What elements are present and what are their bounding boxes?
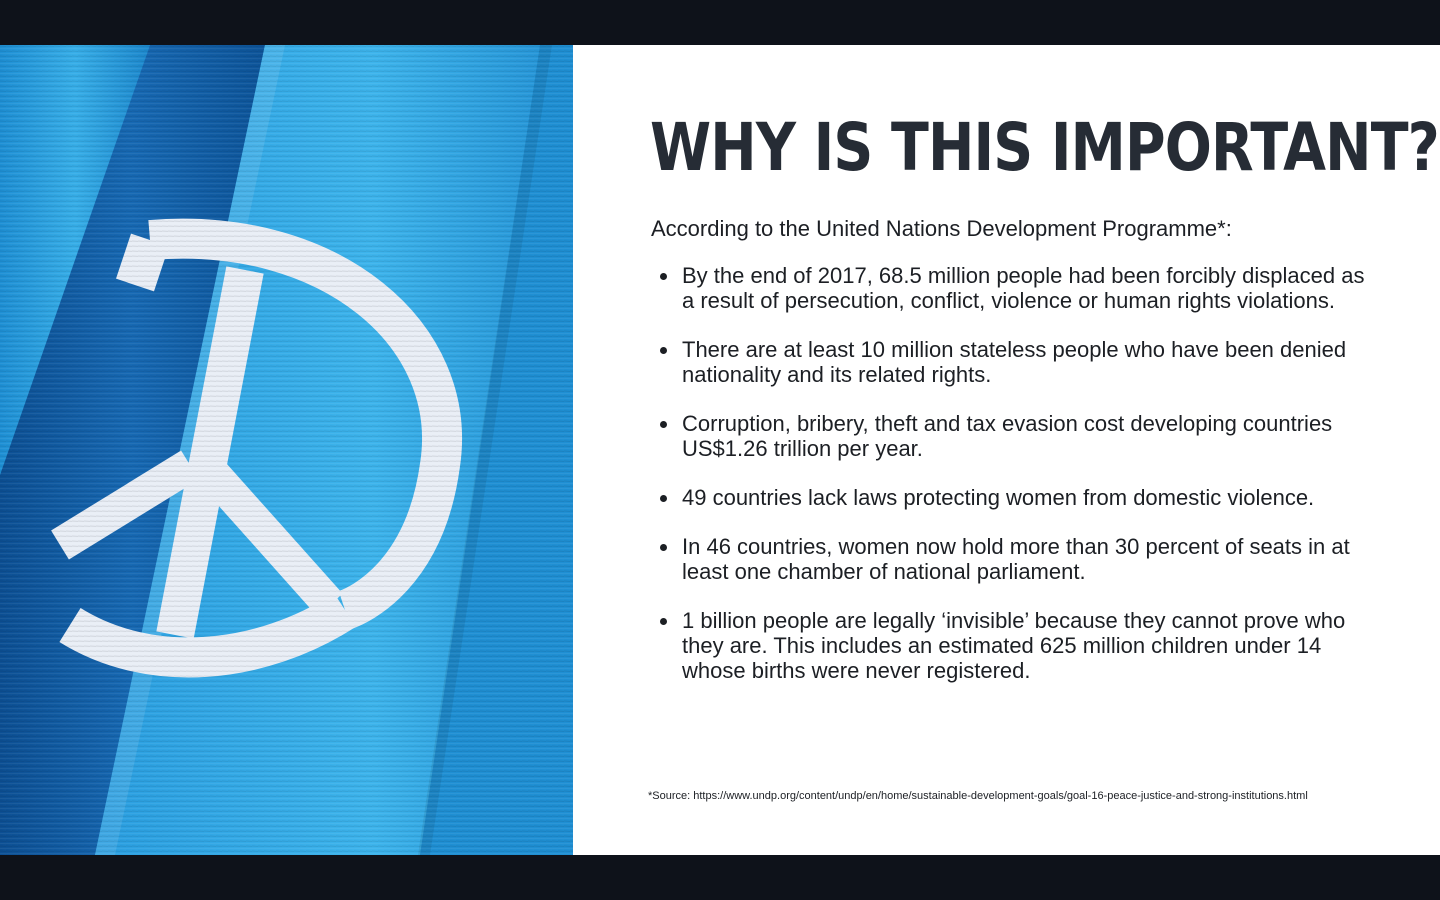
letterbox-bottom [0, 855, 1440, 900]
fact-item [650, 337, 1370, 387]
bullet-icon [660, 618, 667, 625]
bullet-icon [660, 544, 667, 551]
facts-list [650, 263, 1370, 683]
fact-text: 1 billion people are legally ‘invisible’ because they cannot prove who they are. This includes an estimated 625 million children under 14 whose births were never registered. [682, 608, 1346, 683]
fact-item [650, 485, 1370, 510]
fact-item [650, 608, 1370, 683]
fact-item [650, 411, 1370, 461]
bullet-icon [660, 273, 667, 280]
slide-title: WHY IS THIS IMPORTANT? [650, 109, 1440, 186]
fact-text: Corruption, bribery, theft and tax evasion cost developing countries US$1.26 trillion per year. [682, 411, 1333, 461]
intro-text: According to the United Nations Development Programme*: [651, 216, 1232, 241]
source-footnote: *Source: https://www.undp.org/content/undp/en/home/sustainable-development-goals/goal-16-peace-justice-and-strong-institutions.html [648, 790, 1308, 802]
fact-text: In 46 countries, women now hold more than 30 percent of seats in at least one chamber of national parliament. [682, 534, 1350, 584]
slide [0, 45, 1440, 855]
fact-item [650, 263, 1370, 313]
letterbox-top [0, 0, 1440, 45]
bullet-icon [660, 421, 667, 428]
fact-item [650, 534, 1370, 584]
bullet-icon [660, 347, 667, 354]
fact-text: By the end of 2017, 68.5 million people had been forcibly displaced as a result of persecution, conflict, violence or human rights violations. [682, 263, 1365, 313]
content-panel [648, 45, 1440, 855]
fact-text: There are at least 10 million stateless people who have been denied nationality and its related rights. [682, 337, 1347, 387]
bullet-icon [660, 495, 667, 502]
peace-flag-photo [0, 45, 573, 855]
fact-text: 49 countries lack laws protecting women from domestic violence. [682, 485, 1315, 510]
